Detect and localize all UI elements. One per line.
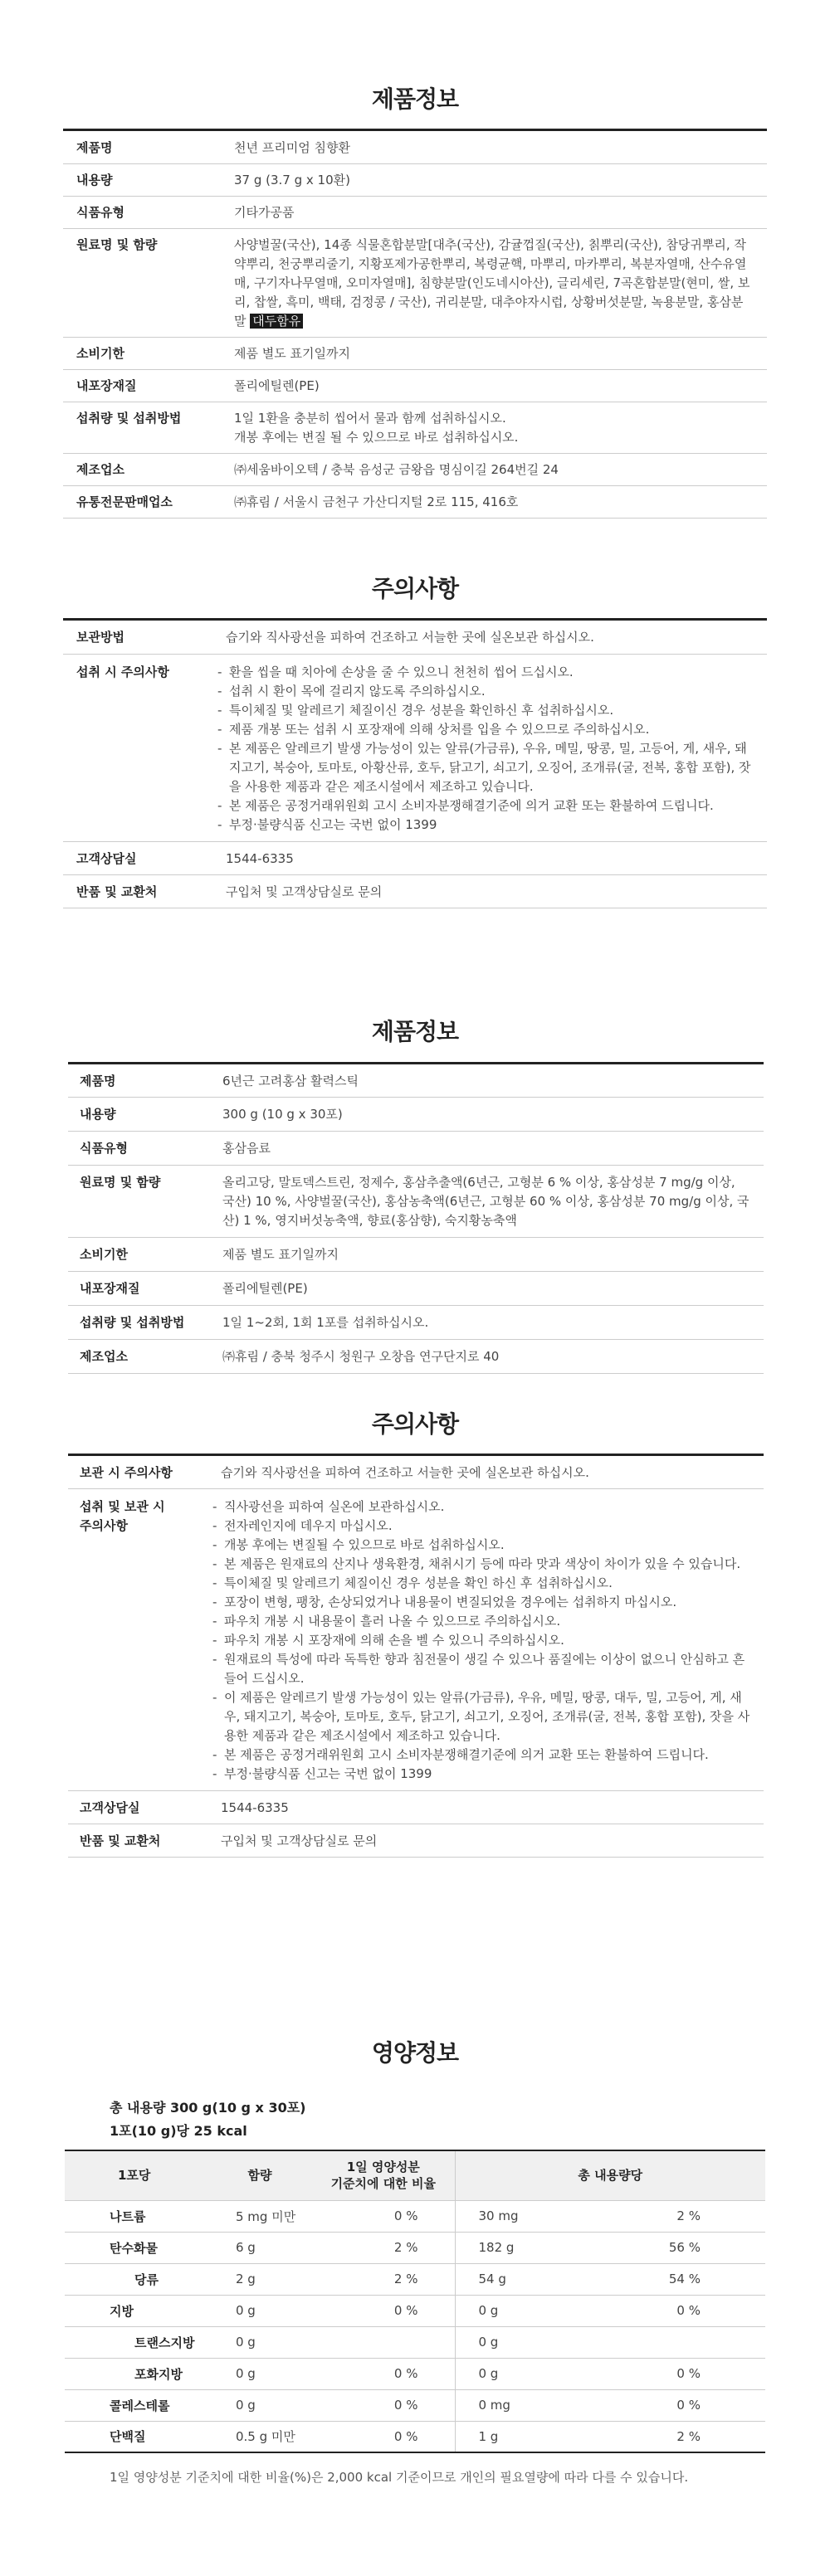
list-item: - 개봉 후에는 변질될 수 있으므로 바로 섭취하십시오.: [212, 1536, 750, 1555]
row-key: 제품명: [63, 130, 221, 164]
table-row: [63, 655, 767, 842]
row-key: [68, 1489, 208, 1791]
row-value: 제품 별도 표기일까지: [209, 1238, 764, 1272]
nutrient-total-amount: 0 g: [455, 2326, 593, 2358]
nutrient-name: 지방: [65, 2295, 208, 2326]
table-row: [65, 2326, 765, 2358]
list-item: - 특이체질 및 알레르기 체질이신 경우 성분을 확인하신 후 섭취하십시오.: [217, 701, 754, 720]
row-value: 폴리에틸렌(PE): [221, 370, 767, 402]
list-item: - 환을 씹을 때 치아에 손상을 줄 수 있으니 천천히 씹어 드십시오.: [217, 663, 754, 682]
row-value: 300 g (10 g x 30포): [209, 1098, 764, 1132]
caution-table-2: [68, 1454, 764, 1858]
section-title-caution-1: 주의사항: [371, 575, 459, 602]
row-value: [221, 402, 767, 454]
row-value: 올리고당, 말토덱스트린, 정제수, 홍삼추출액(6년근, 고형분 6 % 이상, 홍삼성분 7 mg/g 이상, 국산) 10 %, 사양벌꿀(국산), 홍삼농축액(6년근, 고형분 60 % 이상, 홍삼성분 70 mg/g 이상, 국산) 1 %, 영지버섯농축액, 향료(홍삼향), 숙지황농축액: [209, 1166, 764, 1238]
row-value: ㈜휴림 / 서울시 금천구 가산디지털 2로 115, 416호: [221, 486, 767, 519]
list-item: - 부정·불량식품 신고는 국번 없이 1399: [212, 1765, 750, 1784]
caution-notes-list: [217, 663, 754, 835]
table-row: [68, 1132, 764, 1166]
nutrient-total-dv: 0 %: [593, 2389, 765, 2421]
nutrition-footnote: 1일 영양성분 기준치에 대한 비율(%)은 2,000 kcal 기준이므로 개인의 필요열량에 따라 다를 수 있습니다.: [110, 2470, 689, 2485]
table-row: [65, 2200, 765, 2232]
row-value: 습기와 직사광선을 피하여 건조하고 서늘한 곳에 실온보관 하십시오.: [212, 620, 767, 655]
nutrient-total-dv: 56 %: [593, 2232, 765, 2263]
nutrient-total-dv: 0 %: [593, 2295, 765, 2326]
table-row: [68, 1824, 764, 1858]
row-key: 내용량: [68, 1098, 209, 1132]
section-title-nutrition: 영양정보: [371, 2039, 459, 2067]
row-key: 내포장재질: [63, 370, 221, 402]
list-item: - 이 제품은 알레르기 발생 가능성이 있는 알류(가금류), 우유, 메밀, 땅콩, 대두, 밀, 고등어, 게, 새우, 돼지고기, 복숭아, 토마토, 호두, 닭고기, 쇠고기, 오징어, 조개류(굴, 전복, 홍합 포함), 잣을 사용한 제품과 같은 제조시설에서 제조하고 있습니다.: [212, 1688, 750, 1746]
row-value: 구입처 및 고객상담실로 문의: [208, 1824, 764, 1858]
product-info-table-1: [63, 129, 767, 519]
row-key: 원료명 및 함량: [63, 229, 221, 338]
nutrient-name: 콜레스테롤: [65, 2389, 208, 2421]
nutrition-total-content: 총 내용량 300 g(10 g x 30포): [110, 2100, 306, 2116]
col-header-per-serving: 1포당: [65, 2150, 208, 2200]
nutrient-daily-value: 2 %: [312, 2232, 455, 2263]
table-row: [68, 1489, 764, 1791]
table-row: [68, 1455, 764, 1489]
nutrient-amount: 6 g: [208, 2232, 312, 2263]
table-row: [65, 2263, 765, 2295]
table-header-row: [65, 2150, 765, 2200]
list-item: - 특이체질 및 알레르기 체질이신 경우 성분을 확인 하신 후 섭취하십시오.: [212, 1574, 750, 1593]
list-item: - 포장이 변형, 팽창, 손상되었거나 내용물이 변질되었을 경우에는 섭취하지 마십시오.: [212, 1593, 750, 1612]
product-info-table-2: [68, 1062, 764, 1374]
table-row: [63, 164, 767, 197]
list-item: - 원재료의 특성에 따라 독특한 향과 침전물이 생길 수 있으나 품질에는 이상이 없으니 안심하고 흔들어 드십시오.: [212, 1650, 750, 1688]
row-value: 기타가공품: [221, 197, 767, 229]
row-key: 내포장재질: [68, 1272, 209, 1306]
row-value: [208, 1489, 764, 1791]
nutrient-name: 당류: [65, 2263, 208, 2295]
nutrient-name: 포화지방: [65, 2358, 208, 2389]
table-row: [68, 1098, 764, 1132]
row-key-line: 주의사항: [80, 1518, 128, 1533]
table-row: [68, 1166, 764, 1238]
row-value: 1일 1~2회, 1회 1포를 섭취하십시오.: [209, 1306, 764, 1340]
list-item: - 부정·불량식품 신고는 국번 없이 1399: [217, 816, 754, 835]
row-key: 원료명 및 함량: [68, 1166, 209, 1238]
list-item: - 섭취 시 환이 목에 걸리지 않도록 주의하십시오.: [217, 682, 754, 701]
col-header-line: 1일 영양성분: [346, 2160, 420, 2175]
allergen-badge: 대두함유: [250, 314, 303, 329]
table-row: [68, 1791, 764, 1824]
row-value: 제품 별도 표기일까지: [221, 338, 767, 370]
list-item: - 본 제품은 원재료의 산지나 생육환경, 채취시기 등에 따라 맛과 색상이 차이가 있을 수 있습니다.: [212, 1555, 750, 1574]
row-value: 폴리에틸렌(PE): [209, 1272, 764, 1306]
nutrient-name: 단백질: [65, 2421, 208, 2452]
list-item: - 전자레인지에 데우지 마십시오.: [212, 1517, 750, 1536]
nutrient-amount: 0 g: [208, 2295, 312, 2326]
nutrition-table: [65, 2150, 765, 2453]
row-value: 천년 프리미엄 침향환: [221, 130, 767, 164]
table-row: [65, 2421, 765, 2452]
row-key: 소비기한: [63, 338, 221, 370]
row-key: 식품유형: [68, 1132, 209, 1166]
row-value: [212, 655, 767, 842]
table-row: [68, 1340, 764, 1374]
row-key: 제조업소: [63, 454, 221, 486]
table-row: [63, 130, 767, 164]
nutrient-total-dv: 2 %: [593, 2200, 765, 2232]
row-value: [221, 229, 767, 338]
row-key: 섭취량 및 섭취방법: [63, 402, 221, 454]
col-header-total: 총 내용량당: [455, 2150, 765, 2200]
row-value: 1544-6335: [208, 1791, 764, 1824]
nutrient-total-amount: 0 g: [455, 2295, 593, 2326]
nutrient-total-amount: 30 mg: [455, 2200, 593, 2232]
row-key: 보관 시 주의사항: [68, 1455, 208, 1489]
dose-line: 개봉 후에는 변질 될 수 있으므로 바로 섭취하십시오.: [234, 430, 519, 445]
list-item: - 본 제품은 공정거래위원회 고시 소비자분쟁해결기준에 의거 교환 또는 환불하여 드립니다.: [212, 1746, 750, 1765]
nutrient-total-dv: 2 %: [593, 2421, 765, 2452]
table-row: [65, 2358, 765, 2389]
row-value: 37 g (3.7 g x 10환): [221, 164, 767, 197]
dose-line: 1일 1환을 충분히 씹어서 물과 함께 섭취하십시오.: [234, 411, 506, 426]
section-title-product-info-1: 제품정보: [371, 85, 459, 113]
list-item: - 파우치 개봉 시 내용물이 흘러 나올 수 있으므로 주의하십시오.: [212, 1612, 750, 1631]
nutrient-total-amount: 182 g: [455, 2232, 593, 2263]
row-key: 섭취 시 주의사항: [63, 655, 212, 842]
ingredients-text: 사양벌꿀(국산), 14종 식물혼합분말[대추(국산), 감귤껍질(국산), 칡뿌리(국산), 참당귀뿌리, 작약뿌리, 천궁뿌리줄기, 지황포제가공한뿌리, 복령균핵, 마뿌리, 마카뿌리, 복분자열매, 산수유열매, 구기자나무열매, 오미자열매], 침향분말(인도네시아산), 글리세린, 7곡혼합분말(현미, 쌀, 보리, 찹쌀, 흑미, 백태, 검정콩 / 국산), 귀리분말, 대추야자시럽, 상황버섯분말, 녹용분말, 홍삼분말: [234, 237, 750, 329]
table-row: [68, 1306, 764, 1340]
caution-table-1: [63, 618, 767, 908]
table-row: [63, 842, 767, 875]
table-row: [68, 1238, 764, 1272]
row-value: ㈜휴림 / 충북 청주시 청원구 오창읍 연구단지로 40: [209, 1340, 764, 1374]
row-key: 보관방법: [63, 620, 212, 655]
nutrient-name: 트랜스지방: [65, 2326, 208, 2358]
nutrient-daily-value: 0 %: [312, 2421, 455, 2452]
table-row: [63, 402, 767, 454]
row-key: 제품명: [68, 1064, 209, 1098]
nutrient-name: 탄수화물: [65, 2232, 208, 2263]
row-key: 유통전문판매업소: [63, 486, 221, 519]
nutrient-total-amount: 0 mg: [455, 2389, 593, 2421]
table-row: [65, 2295, 765, 2326]
table-row: [65, 2232, 765, 2263]
table-row: [68, 1272, 764, 1306]
nutrient-total-dv: [593, 2326, 765, 2358]
table-row: [63, 229, 767, 338]
row-value: 6년근 고려홍삼 활력스틱: [209, 1064, 764, 1098]
row-key: 반품 및 교환처: [68, 1824, 208, 1858]
nutrient-amount: 5 mg 미만: [208, 2200, 312, 2232]
nutrient-total-amount: 54 g: [455, 2263, 593, 2295]
row-value: ㈜세움바이오텍 / 충북 음성군 금왕읍 명심이길 264번길 24: [221, 454, 767, 486]
nutrition-serving-kcal: 1포(10 g)당 25 kcal: [110, 2123, 247, 2139]
row-value: 습기와 직사광선을 피하여 건조하고 서늘한 곳에 실온보관 하십시오.: [208, 1455, 764, 1489]
nutrient-daily-value: 0 %: [312, 2295, 455, 2326]
nutrient-amount: 0.5 g 미만: [208, 2421, 312, 2452]
row-key: 제조업소: [68, 1340, 209, 1374]
row-key: 섭취량 및 섭취방법: [68, 1306, 209, 1340]
row-key-line: 섭취 및 보관 시: [80, 1499, 165, 1514]
row-key: 소비기한: [68, 1238, 209, 1272]
nutrient-total-dv: 0 %: [593, 2358, 765, 2389]
nutrient-daily-value: 0 %: [312, 2389, 455, 2421]
nutrient-name: 나트륨: [65, 2200, 208, 2232]
row-key: 고객상담실: [68, 1791, 208, 1824]
nutrient-total-amount: 0 g: [455, 2358, 593, 2389]
section-title-product-info-2: 제품정보: [371, 1018, 459, 1045]
section-title-caution-2: 주의사항: [371, 1410, 459, 1438]
caution-notes-list: [212, 1497, 750, 1784]
row-key: 식품유형: [63, 197, 221, 229]
nutrient-daily-value: [312, 2326, 455, 2358]
nutrient-daily-value: 0 %: [312, 2358, 455, 2389]
nutrient-daily-value: 2 %: [312, 2263, 455, 2295]
list-item: - 본 제품은 알레르기 발생 가능성이 있는 알류(가금류), 우유, 메밀, 땅콩, 밀, 고등어, 게, 새우, 돼지고기, 복숭아, 토마토, 아황산류, 호두, 닭고기, 쇠고기, 오징어, 조개류(굴, 전복, 홍합 포함), 잣을 사용한 제품과 같은 제조시설에서 제조하고 있습니다.: [217, 739, 754, 796]
nutrient-amount: 0 g: [208, 2326, 312, 2358]
table-row: [63, 875, 767, 908]
row-key: 반품 및 교환처: [63, 875, 212, 908]
row-key: 고객상담실: [63, 842, 212, 875]
list-item: - 제품 개봉 또는 섭취 시 포장재에 의해 상처를 입을 수 있으므로 주의하십시오.: [217, 720, 754, 739]
row-value: 구입처 및 고객상담실로 문의: [212, 875, 767, 908]
nutrient-amount: 0 g: [208, 2389, 312, 2421]
nutrient-total-amount: 1 g: [455, 2421, 593, 2452]
table-row: [63, 454, 767, 486]
table-row: [63, 620, 767, 655]
table-row: [65, 2389, 765, 2421]
row-value: 홍삼음료: [209, 1132, 764, 1166]
table-row: [63, 486, 767, 519]
table-row: [68, 1064, 764, 1098]
col-header-amount: 함량: [208, 2150, 312, 2200]
table-row: [63, 338, 767, 370]
col-header-daily-value: [312, 2150, 455, 2200]
table-row: [63, 370, 767, 402]
list-item: - 파우치 개봉 시 포장재에 의해 손을 벨 수 있으니 주의하십시오.: [212, 1631, 750, 1650]
nutrient-daily-value: 0 %: [312, 2200, 455, 2232]
list-item: - 본 제품은 공정거래위원회 고시 소비자분쟁해결기준에 의거 교환 또는 환불하여 드립니다.: [217, 796, 754, 816]
row-value: 1544-6335: [212, 842, 767, 875]
row-key: 내용량: [63, 164, 221, 197]
table-row: [63, 197, 767, 229]
nutrient-amount: 0 g: [208, 2358, 312, 2389]
nutrient-amount: 2 g: [208, 2263, 312, 2295]
nutrient-total-dv: 54 %: [593, 2263, 765, 2295]
list-item: - 직사광선을 피하여 실온에 보관하십시오.: [212, 1497, 750, 1517]
col-header-line: 기준치에 대한 비율: [330, 2176, 436, 2192]
